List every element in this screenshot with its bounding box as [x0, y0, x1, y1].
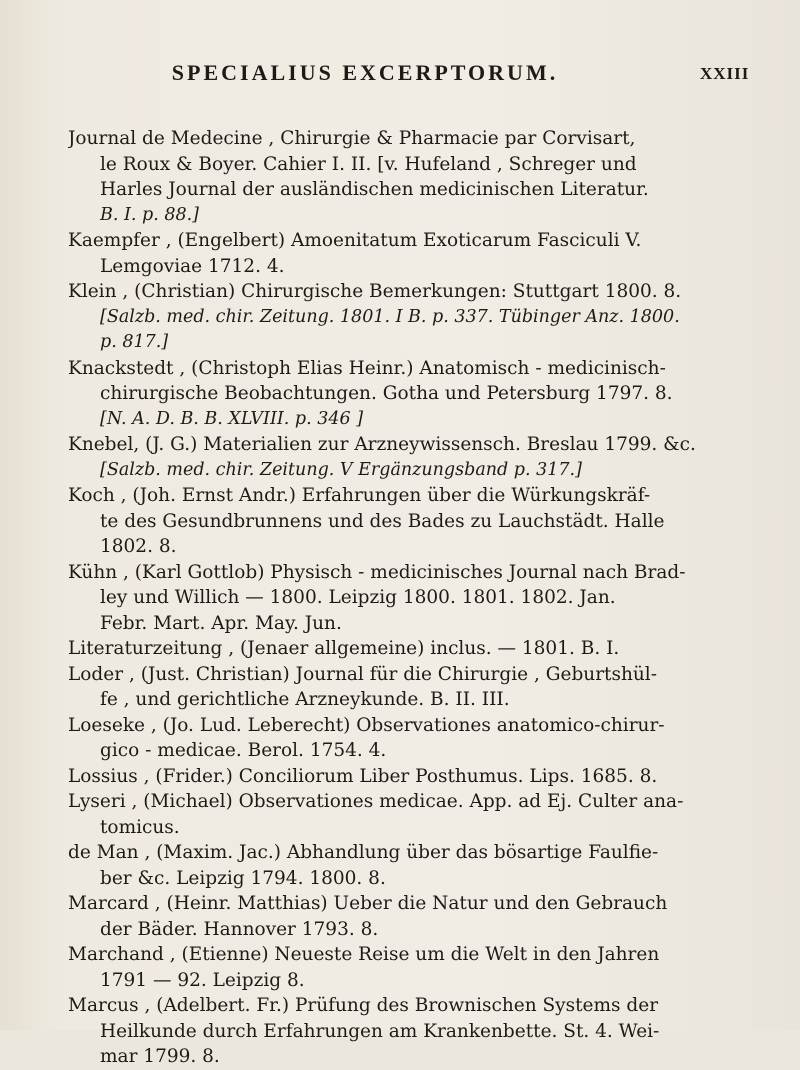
entry-continuation: Harles Journal der ausländischen medicinischen Literatur. [100, 179, 649, 200]
entry-headline: Journal de Medecine , Chirurgie & Pharmacie par Corvisart, [68, 128, 636, 149]
page-number: XXIII [700, 64, 750, 83]
entry-continuation: p. 817.] [100, 332, 169, 352]
bibliography-entry [68, 483, 736, 560]
entry-headline: Kühn , (Karl Gottlob) Physisch - medicinisches Journal nach Brad- [68, 561, 686, 583]
bibliography-entry [68, 126, 736, 228]
entry-continuation: B. I. p. 88.] [100, 204, 200, 225]
bibliography-entry [68, 789, 736, 840]
entry-continuation: Heilkunde durch Erfahrungen am Krankenbette. St. 4. Wei- [100, 1020, 660, 1042]
entry-continuation: der Bäder. Hannover 1793. 8. [100, 918, 379, 940]
bibliography-entry [68, 713, 736, 764]
bibliography-entry [68, 942, 736, 993]
entry-headline: de Man , (Maxim. Jac.) Abhandlung über das bösartige Faulfie- [68, 842, 659, 863]
bibliography-entry [68, 356, 736, 433]
entry-continuation: ber &c. Leipzig 1794. 1800. 8. [100, 867, 386, 889]
entry-continuation: 1802. 8. [100, 536, 177, 557]
running-title: SPECIALIUS EXCERPTORUM. [171, 60, 559, 85]
page-header [0, 60, 800, 90]
entry-continuation: 1791 — 92. Leipzig 8. [100, 969, 305, 991]
bibliography-entry [68, 891, 736, 942]
entry-continuation: te des Gesundbrunnens und des Bades zu Lauchstädt. Halle [100, 510, 665, 532]
entry-headline: Loeseke , (Jo. Lud. Leberecht) Observationes anatomico-chirur- [68, 714, 665, 736]
entry-headline: Lossius , (Frider.) Conciliorum Liber Posthumus. Lips. 1685. 8. [68, 765, 658, 787]
entry-continuation: le Roux & Boyer. Cahier I. II. [v. Hufeland , Schreger und [100, 153, 637, 175]
bibliography-entry [68, 636, 736, 662]
entry-continuation: gico - medicae. Berol. 1754. 4. [100, 740, 387, 761]
entry-headline: Literaturzeitung , (Jenaer allgemeine) inclus. — 1801. B. I. [68, 638, 620, 659]
entry-headline: Loder , (Just. Christian) Journal für die Chirurgie , Geburtshül- [68, 663, 657, 685]
bibliography-entry [68, 228, 736, 279]
entry-headline: Marcus , (Adelbert. Fr.) Prüfung des Brownischen Systems der [68, 995, 659, 1016]
entry-continuation: [Salzb. med. chir. Zeitung. 1801. I B. p. 337. Tübinger Anz. 1800. [100, 306, 680, 327]
bibliography-entry [68, 662, 736, 713]
entry-continuation: [N. A. D. B. B. XLVIII. p. 346 ] [100, 408, 364, 429]
entry-continuation: [Salzb. med. chir. Zeitung. V Ergänzungsband p. 317.] [100, 459, 582, 480]
bibliography-entry [68, 764, 736, 790]
entry-headline: Marchand , (Etienne) Neueste Reise um die Welt in den Jahren [68, 944, 660, 965]
entry-continuation: tomicus. [100, 816, 180, 838]
entry-continuation: mar 1799. 8. [100, 1046, 220, 1067]
entry-headline: Koch , (Joh. Ernst Andr.) Erfahrungen über die Würkungskräf- [68, 485, 651, 506]
entry-headline: Knackstedt , (Christoph Elias Heinr.) Anatomisch - medicinisch- [68, 357, 666, 379]
entry-headline: Lyseri , (Michael) Observationes medicae. App. ad Ej. Culter ana- [68, 791, 684, 812]
bibliography-entry [68, 560, 736, 637]
entry-continuation: chirurgische Beobachtungen. Gotha und Petersburg 1797. 8. [100, 383, 673, 404]
entry-continuation: fe , und gerichtliche Arzneykunde. B. II. III. [100, 689, 510, 710]
entry-continuation: ley und Willich — 1800. Leipzig 1800. 1801. 1802. Jan. [100, 587, 616, 608]
bibliography-entry [68, 840, 736, 891]
bibliography-entry [68, 993, 736, 1070]
entry-headline: Klein , (Christian) Chirurgische Bemerkungen: Stuttgart 1800. 8. [68, 281, 682, 302]
entry-headline: Knebel, (J. G.) Materialien zur Arzneywissensch. Breslau 1799. &c. [68, 434, 696, 455]
bibliography-entry [68, 432, 736, 483]
bibliography-list [68, 126, 736, 1070]
entry-headline: Marcard , (Heinr. Matthias) Ueber die Natur und den Gebrauch [68, 893, 668, 914]
entry-continuation: Lemgoviae 1712. 4. [100, 255, 285, 277]
bibliography-entry [68, 279, 736, 356]
entry-continuation: Febr. Mart. Apr. May. Jun. [100, 612, 342, 634]
entry-headline: Kaempfer , (Engelbert) Amoenitatum Exoticarum Fasciculi V. [68, 230, 642, 251]
